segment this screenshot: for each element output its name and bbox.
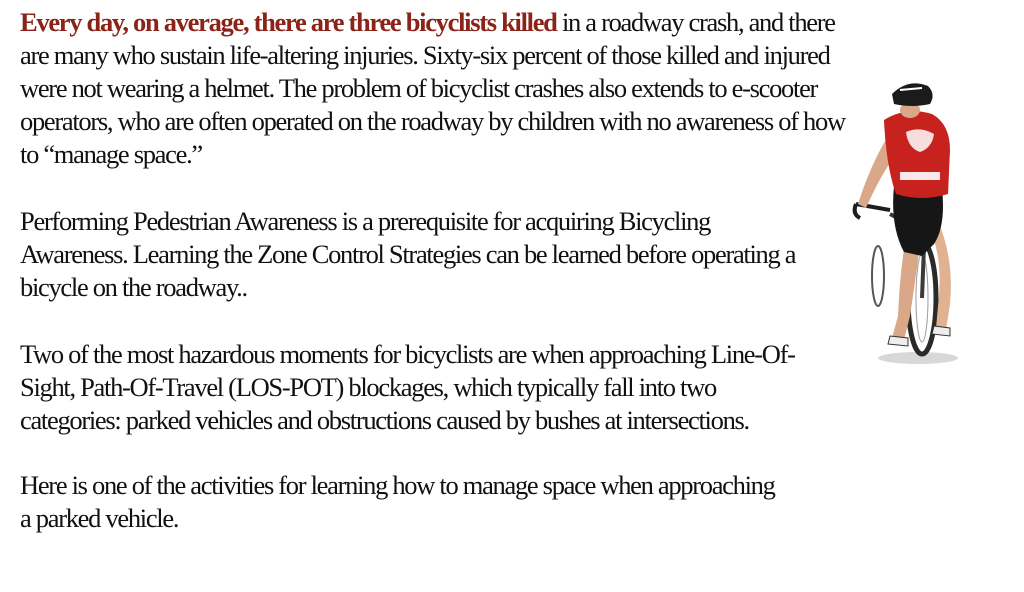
- jersey-stripe: [900, 172, 940, 180]
- cyclist-icon: [850, 76, 980, 366]
- paragraph-prerequisite: Performing Pedestrian Awareness is a prerequisite for acquiring Bicycling Awareness. Learning the Zone Control Strategies can be learned before operating a bicycle on the roadway..: [20, 206, 796, 302]
- rider-shoe-left: [888, 336, 908, 346]
- paragraph-activity-intro: Here is one of the activities for learning how to manage space when approaching a parked vehicle.: [20, 470, 775, 533]
- lead-highlight: Every day, on average, there are three bicyclists killed: [20, 7, 557, 37]
- paragraph-statistics: [20, 6, 855, 171]
- article-body: [20, 6, 860, 535]
- handlebar: [855, 204, 890, 218]
- rider-shoe-right: [932, 326, 950, 336]
- rider-jersey: [884, 111, 950, 198]
- paragraph-hazards: Two of the most hazardous moments for bicyclists are when approaching Line-Of-Sight, Path-Of-Travel (LOS-POT) blockages, which typically fall into two categories: parked vehicles and obstructions caused by bushes at intersections.: [20, 339, 795, 435]
- helmet: [892, 83, 933, 106]
- front-wheel: [872, 246, 884, 306]
- paragraph-statistics-rest: in a roadway crash, and there are many who sustain life-altering injuries. Sixty-six percent of those killed and injured were not wearing a helmet. The problem of bicyclist crashes also extends to e-scooter operators, who are often operated on the roadway by children with no awareness of how to “manage space.”: [20, 7, 845, 169]
